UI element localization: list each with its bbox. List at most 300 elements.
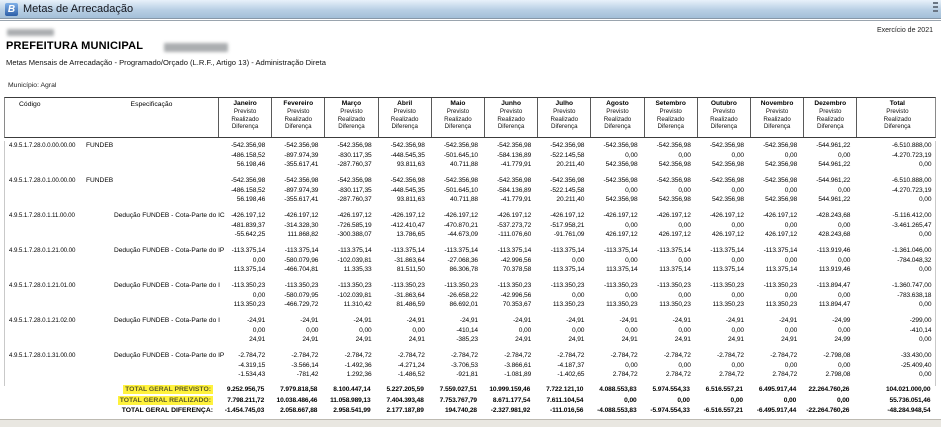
subheader-label: Previsto: [659, 108, 682, 115]
grand-total-cell: [855, 396, 936, 406]
grand-total-cell: [855, 385, 936, 395]
diferenca-value: -287.760,37: [337, 161, 372, 168]
table-row: [5, 246, 935, 275]
grand-total-value: -5.974.554,33: [650, 407, 690, 414]
previsto-value: -2.784,72: [504, 352, 532, 359]
month-column-header: [484, 98, 537, 137]
month-cell: [484, 316, 537, 345]
realizado-value: -25.409,40: [900, 361, 932, 369]
month-cell: [590, 176, 643, 205]
month-cell: [697, 211, 750, 240]
month-cell: [803, 316, 856, 345]
diferenca-value: -466.729,72: [284, 301, 319, 308]
diferenca-value: 81.486,59: [396, 301, 425, 308]
realizado-value: 0,00: [731, 186, 744, 194]
previsto-value: -542.356,98: [337, 177, 372, 184]
entity-title: PREFEITURA MUNICIPAL: [6, 40, 144, 52]
previsto-value: -113.350,23: [657, 282, 691, 289]
month-cell: [324, 141, 377, 170]
month-column-header: [644, 98, 697, 137]
grand-total-cell: [589, 406, 642, 416]
subheader-label: Previsto: [553, 108, 576, 115]
grand-total-value: 194.740,28: [444, 407, 477, 414]
previsto-value: -542.356,98: [390, 142, 425, 149]
diferenca-value: -781,42: [296, 371, 319, 378]
diferenca-value: 0,00: [918, 231, 932, 238]
diferenca-value: 24,91: [568, 336, 585, 343]
grand-total-cell: [430, 385, 483, 395]
month-cell: [271, 316, 324, 345]
grand-total-value: 6.516.557,21: [705, 386, 743, 393]
municipality-label: Município: Agral: [8, 82, 57, 89]
month-column-header: [271, 98, 324, 137]
diferenca-value: 1.292,36: [346, 371, 372, 378]
realizado-value: -580.079,95: [284, 291, 319, 299]
grand-total-value: 2.177.187,89: [386, 407, 424, 414]
realizado-value: 0,00: [571, 256, 585, 264]
month-name-label: Julho: [555, 100, 574, 107]
subheader-label: Realizado: [390, 115, 419, 123]
subheader-label: Diferença: [884, 123, 911, 131]
grand-total-value: 5.227.205,59: [386, 386, 424, 393]
previsto-value: -542.356,98: [443, 177, 478, 184]
previsto-value: -542.356,98: [284, 142, 319, 149]
diferenca-value: 24,91: [249, 336, 266, 343]
grand-total-value: 7.722.121,10: [546, 386, 584, 393]
subheader-label: Diferença: [231, 123, 259, 131]
diferenca-value: 426.197,12: [658, 231, 691, 238]
month-column-header: [803, 98, 856, 137]
month-cell: [697, 351, 750, 380]
month-cell: [378, 246, 431, 275]
grand-total-label: [4, 406, 213, 416]
subheader-label: Previsto: [819, 108, 842, 115]
grand-total-cell: [802, 406, 855, 416]
grand-total-value: -111.016,56: [550, 407, 584, 414]
table-row: [5, 316, 935, 345]
month-cell: [803, 246, 856, 275]
previsto-value: -113.375,14: [391, 247, 425, 254]
realizado-value: -448.545,35: [390, 186, 425, 194]
month-cell: [750, 351, 803, 380]
realizado-value: 0,00: [731, 221, 744, 229]
diferenca-value: 113.350,23: [659, 301, 691, 308]
realizado-value: -481.839,37: [231, 221, 266, 229]
month-cell: [644, 316, 697, 345]
previsto-value: -1.361.046,00: [891, 247, 932, 254]
realizado-value: 0,00: [678, 326, 691, 334]
diferenca-value: 40.711,88: [450, 161, 478, 168]
row-specification: Dedução FUNDEB - Cota-Parte do IP: [114, 247, 225, 254]
grand-total-cell: [270, 406, 323, 416]
previsto-value: -542.356,98: [656, 142, 691, 149]
month-cell: [378, 141, 431, 170]
row-code: 4.9.5.1.7.28.0.1.11.00.00: [9, 212, 75, 219]
previsto-value: -113.350,23: [337, 282, 372, 289]
month-column-header: [378, 98, 431, 137]
subheader-label: Previsto: [712, 108, 736, 115]
diferenca-value: 426.197,12: [765, 231, 798, 238]
grand-total-cell: [483, 385, 536, 395]
month-cell: [271, 176, 324, 205]
table-totals: [4, 385, 936, 417]
realizado-value: -830.117,35: [337, 186, 372, 194]
realizado-value: -501.645,10: [443, 186, 478, 194]
diferenca-value: 20.211,40: [556, 196, 585, 203]
diferenca-value: 544.961,22: [818, 196, 851, 203]
diferenca-value: 93.811,63: [396, 196, 425, 203]
month-cell: [324, 176, 377, 205]
subheader-label: Realizado: [603, 115, 632, 123]
diferenca-value: 113.919,46: [818, 266, 851, 273]
previsto-value: -113.350,23: [391, 282, 425, 289]
realizado-value: -31.863,64: [394, 291, 425, 299]
realizado-value: 0,00: [625, 151, 638, 159]
realizado-value: 0,00: [837, 256, 851, 264]
grand-total-cell: [589, 396, 642, 406]
previsto-value: -2.784,72: [717, 352, 744, 359]
month-cell: [431, 246, 484, 275]
previsto-value: -2.784,72: [451, 352, 478, 359]
grand-total-cell: [749, 385, 802, 395]
realizado-value: -584.136,89: [497, 151, 532, 159]
grand-total-cell: [323, 406, 376, 416]
grand-total-value: 7.798.211,72: [227, 396, 265, 404]
subheader-label: Diferença: [657, 123, 684, 131]
month-cell: [324, 211, 377, 240]
grand-total-row: [4, 396, 936, 407]
realizado-value: -486.158,52: [231, 186, 266, 194]
month-column-header: [431, 98, 484, 137]
grand-total-cell: [430, 406, 483, 416]
month-cell: [378, 281, 431, 310]
row-code: 4.9.5.1.7.28.0.1.21.01.00: [9, 282, 76, 289]
subheader-label: Previsto: [886, 108, 909, 115]
realizado-value: -486.158,52: [231, 151, 266, 159]
grand-total-cell: [749, 396, 802, 406]
realizado-value: -784.048,32: [897, 256, 932, 264]
diferenca-value: 113.375,14: [606, 266, 638, 273]
grand-total-cell: [323, 396, 376, 406]
diferenca-value: 24,91: [674, 336, 691, 343]
subheader-label: Previsto: [499, 108, 523, 115]
realizado-value: 0,00: [678, 151, 691, 159]
grand-total-value: 0,00: [836, 396, 850, 404]
month-cell: [218, 351, 271, 380]
realizado-value: 0,00: [784, 151, 798, 159]
grand-total-value: -1.454.745,03: [224, 407, 265, 414]
diferenca-value: -111.076,60: [498, 231, 532, 238]
month-cell: [856, 281, 937, 310]
label-text: TOTAL GERAL DIFERENÇA:: [121, 407, 213, 414]
grand-total-label: [4, 385, 213, 395]
previsto-value: -2.784,72: [557, 352, 585, 359]
previsto-value: -542.356,98: [337, 142, 372, 149]
diferenca-value: 11.310,42: [343, 301, 372, 308]
realizado-value: -102.039,81: [337, 291, 372, 299]
subheader-label: Diferença: [551, 123, 578, 131]
row-specification: FUNDEB: [86, 177, 114, 184]
realizado-value: 0,00: [837, 186, 851, 194]
grand-total-value: 2.058.667,88: [280, 407, 318, 414]
diferenca-value: 2.784,72: [612, 371, 638, 378]
grand-total-cell: [589, 385, 642, 395]
diferenca-value: 24,91: [727, 336, 744, 343]
previsto-value: -542.356,98: [603, 142, 638, 149]
previsto-value: -1.360.747,00: [891, 282, 932, 289]
diferenca-value: 113.350,23: [552, 301, 585, 308]
diferenca-value: 542.356,98: [765, 161, 798, 168]
diferenca-value: 113.894,47: [818, 301, 851, 308]
subheader-label: Previsto: [233, 108, 257, 115]
diferenca-value: 542.356,98: [605, 161, 638, 168]
month-name-label: Maio: [450, 100, 466, 107]
previsto-value: -428.243,68: [816, 212, 851, 219]
diferenca-value: 426.197,12: [711, 231, 744, 238]
realizado-value: -897.974,39: [284, 151, 319, 159]
realizado-value: 0,00: [625, 256, 638, 264]
realizado-value: -517.958,21: [550, 221, 585, 229]
previsto-value: -113.350,23: [284, 282, 319, 289]
subheader-label: Previsto: [340, 108, 363, 115]
redacted-entity-name: [164, 43, 228, 52]
previsto-value: -542.356,98: [390, 177, 425, 184]
realizado-value: 0,00: [678, 256, 691, 264]
grand-total-cell: [643, 396, 696, 406]
diferenca-value: 544.961,22: [818, 161, 851, 168]
diferenca-value: 40.711,88: [450, 196, 478, 203]
month-cell: [431, 176, 484, 205]
row-specification: Dedução FUNDEB - Cota-Parte do I: [114, 317, 220, 324]
month-cell: [484, 176, 537, 205]
previsto-value: -544.961,22: [816, 177, 851, 184]
diferenca-value: 0,00: [918, 161, 932, 168]
grand-total-value: 0,00: [783, 396, 797, 404]
month-cell: [218, 176, 271, 205]
grand-total-cell: [696, 385, 749, 395]
previsto-value: -113.919,46: [816, 247, 851, 254]
month-cell: [484, 281, 537, 310]
realizado-value: -3.706,53: [451, 361, 478, 369]
grand-total-cell: [643, 406, 696, 416]
row-specification: Dedução FUNDEB - Cota-Parte do IP: [114, 352, 225, 359]
month-name-label: Janeiro: [233, 100, 257, 107]
subheader-label: Diferença: [817, 123, 844, 131]
diferenca-value: 113.375,14: [233, 266, 266, 273]
previsto-value: -113.375,14: [284, 247, 319, 254]
previsto-value: -113.375,14: [657, 247, 691, 254]
previsto-value: -426.197,12: [443, 212, 478, 219]
table-body: [4, 141, 936, 386]
previsto-value: -542.356,98: [550, 177, 585, 184]
month-cell: [697, 141, 750, 170]
subheader-label: Diferença: [391, 123, 418, 131]
subheader-label: Diferença: [285, 123, 312, 131]
previsto-value: -24,91: [566, 317, 585, 324]
month-cell: [803, 211, 856, 240]
grand-total-value: 7.559.027,51: [439, 386, 477, 393]
previsto-value: -113.375,14: [231, 247, 266, 254]
grand-total-cell: [217, 406, 270, 416]
realizado-value: -584.136,89: [497, 186, 532, 194]
diferenca-value: 2.784,72: [772, 371, 798, 378]
grand-total-value: 6.495.917,44: [758, 386, 797, 393]
grand-total-value: 10.038.486,46: [276, 396, 318, 404]
realizado-value: -726.585,19: [337, 221, 372, 229]
previsto-value: -2.784,72: [344, 352, 372, 359]
month-cell: [218, 141, 271, 170]
month-cell: [431, 316, 484, 345]
realizado-value: 0,00: [731, 151, 744, 159]
month-column-header: [856, 98, 937, 137]
month-cell: [431, 281, 484, 310]
previsto-value: -24,91: [353, 317, 372, 324]
realizado-value: -412.410,47: [390, 221, 425, 229]
month-cell: [644, 281, 697, 310]
grand-total-value: 104.021.000,00: [885, 386, 931, 393]
grand-total-cell: [483, 406, 536, 416]
diferenca-value: 86.692,01: [449, 301, 478, 308]
grand-total-cell: [270, 385, 323, 395]
realizado-value: -522.145,58: [550, 186, 585, 194]
month-name-label: Junho: [501, 100, 521, 107]
grand-total-value: 8.671.177,54: [492, 396, 531, 404]
app-icon: B: [5, 3, 18, 16]
subheader-label: Realizado: [883, 115, 912, 123]
table-row: [5, 281, 935, 310]
month-cell: [750, 141, 803, 170]
grand-total-value: 0,00: [730, 396, 743, 404]
grand-total-value: 0,00: [624, 396, 637, 404]
month-cell: [803, 281, 856, 310]
realizado-value: -4.187,37: [557, 361, 585, 369]
diferenca-value: 113.375,14: [659, 266, 691, 273]
month-cell: [484, 141, 537, 170]
previsto-value: -113.894,47: [816, 282, 851, 289]
previsto-value: -542.356,98: [763, 177, 798, 184]
subheader-label: Realizado: [763, 115, 791, 123]
month-cell: [856, 141, 937, 170]
realizado-value: 0,00: [731, 291, 744, 299]
realizado-value: 0,00: [837, 326, 851, 334]
month-cell: [590, 211, 643, 240]
grand-total-value: 7.979.818,58: [280, 386, 318, 393]
grand-total-value: 9.252.956,75: [226, 386, 265, 393]
month-name-label: Março: [341, 100, 362, 107]
month-name-label: Dezembro: [814, 100, 847, 107]
month-cell: [378, 176, 431, 205]
month-cell: [271, 281, 324, 310]
diferenca-value: 2.798,08: [825, 371, 851, 378]
diferenca-value: -41.779,91: [500, 196, 532, 203]
realizado-value: 0,00: [625, 221, 638, 229]
previsto-value: -113.350,23: [550, 282, 585, 289]
table-row: [5, 211, 935, 240]
realizado-value: -314.328,30: [284, 221, 319, 229]
month-cell: [644, 351, 697, 380]
previsto-value: -2.784,72: [291, 352, 319, 359]
month-cell: [590, 351, 643, 380]
subheader-label: Realizado: [231, 115, 259, 123]
diferenca-value: 2.784,72: [719, 371, 744, 378]
diferenca-value: -300.388,07: [337, 231, 372, 238]
previsto-value: -24,91: [247, 317, 266, 324]
previsto-value: -2.798,08: [823, 352, 851, 359]
grand-total-label: [4, 396, 213, 406]
previsto-value: -5.116.412,00: [892, 212, 932, 219]
realizado-value: 0,00: [625, 326, 638, 334]
month-column-header: [218, 98, 271, 137]
realizado-value: 0,00: [837, 291, 851, 299]
month-name-label: Abril: [397, 100, 413, 107]
realizado-value: 0,00: [625, 186, 638, 194]
grand-total-value: 2.958.541,99: [333, 407, 371, 414]
grand-total-value: 4.088.553,83: [599, 386, 637, 393]
grand-total-cell: [536, 385, 589, 395]
subheader-label: Realizado: [444, 115, 472, 123]
month-cell: [484, 246, 537, 275]
subheader-label: Previsto: [765, 108, 789, 115]
previsto-value: -2.784,72: [397, 352, 425, 359]
month-cell: [644, 141, 697, 170]
diferenca-value: 0,00: [918, 336, 932, 343]
redacted-state-name: [7, 29, 54, 36]
month-cell: [271, 211, 324, 240]
grand-total-cell: [802, 385, 855, 395]
realizado-value: -448.545,35: [390, 151, 425, 159]
previsto-value: -113.350,23: [497, 282, 532, 289]
month-cell: [324, 281, 377, 310]
realizado-value: 0,00: [678, 291, 691, 299]
month-cell: [750, 316, 803, 345]
grand-total-value: 55.736.051,46: [889, 396, 931, 404]
grand-total-cell: [270, 396, 323, 406]
grand-total-value: -22.264.760,26: [806, 407, 850, 414]
diferenca-value: 113.375,14: [765, 266, 798, 273]
diferenca-value: 24,91: [515, 336, 532, 343]
realizado-value: 0,00: [784, 186, 798, 194]
resize-grip-icon[interactable]: [933, 2, 938, 13]
grand-total-cell: [802, 396, 855, 406]
grand-total-cell: [696, 406, 749, 416]
grand-total-value: 8.100.447,14: [333, 386, 371, 393]
grand-total-cell: [377, 396, 430, 406]
realizado-value: 0,00: [784, 291, 798, 299]
month-cell: [537, 246, 590, 275]
diferenca-value: 113.350,23: [712, 301, 744, 308]
grand-total-cell: [696, 396, 749, 406]
month-cell: [590, 316, 643, 345]
previsto-value: -24,99: [832, 317, 851, 324]
month-cell: [590, 246, 643, 275]
diferenca-value: -355.617,41: [284, 161, 319, 168]
month-name-label: Outubro: [710, 100, 737, 107]
realizado-value: 0,00: [837, 221, 851, 229]
previsto-value: -6.510.888,00: [891, 177, 932, 184]
diferenca-value: 426.197,12: [605, 231, 638, 238]
realizado-value: -897.974,39: [284, 186, 319, 194]
previsto-value: -24,91: [725, 317, 744, 324]
previsto-value: -299,00: [909, 317, 932, 324]
diferenca-value: -466.704,81: [284, 266, 319, 273]
table-header: [4, 97, 936, 138]
realizado-value: -783.638,18: [897, 291, 932, 299]
diferenca-value: 542.356,98: [765, 196, 798, 203]
previsto-value: -426.197,12: [337, 212, 372, 219]
realizado-value: 0,00: [678, 221, 691, 229]
realizado-value: -102.039,81: [337, 256, 372, 264]
previsto-value: -426.197,12: [656, 212, 691, 219]
